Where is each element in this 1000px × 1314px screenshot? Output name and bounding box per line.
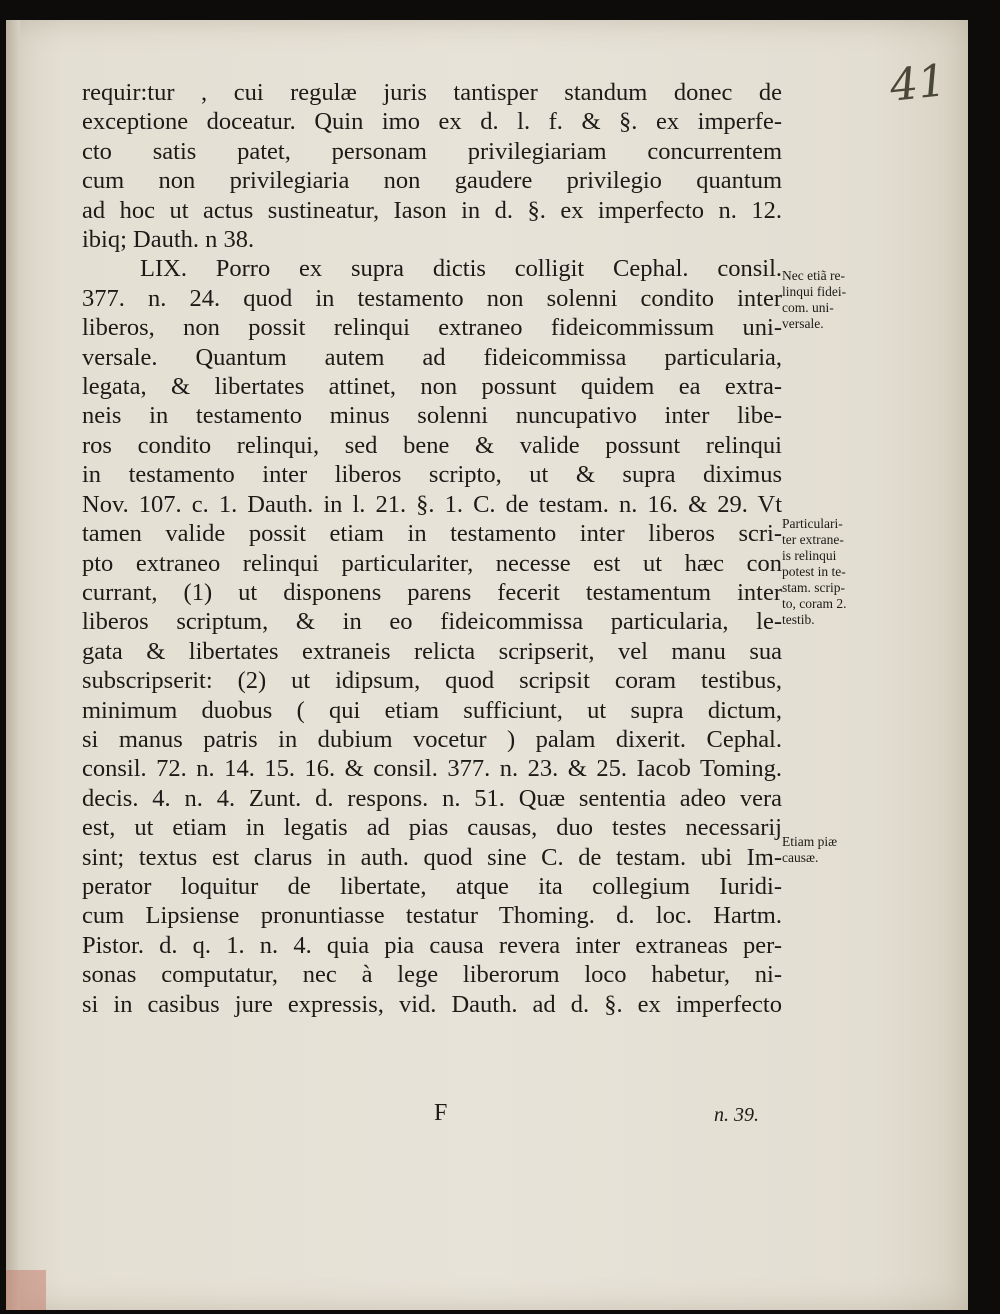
- text-line: sonas computatur, nec à lege liberorum loco habetur, ni-: [82, 961, 782, 989]
- margin-note: [782, 516, 892, 628]
- margin-note: [782, 268, 892, 332]
- text-line: 377. n. 24. quod in testamento non solenni condito inter: [82, 284, 782, 312]
- margin-note-line: potest in te-: [782, 564, 846, 579]
- text-line: Nov. 107. c. 1. Dauth. in l. 21. §. 1. C. de testam. n. 16. & 29. Vt: [82, 490, 782, 518]
- text-line: requir:tur , cui regulæ juris tantisper standum donec de: [82, 79, 782, 106]
- text-line: liberos, non possit relinqui extraneo fideicommissum uni-: [82, 314, 782, 342]
- main-text-block: [82, 78, 782, 1019]
- text-line: pto extraneo relinqui particulariter, necesse est ut hæc con: [82, 549, 782, 577]
- text-line: ros condito relinqui, sed bene & valide possunt relinqui: [82, 431, 782, 459]
- text-line: subscripserit: (2) ut idipsum, quod scripsit coram testibus,: [82, 667, 782, 695]
- margin-note-line: is relinqui: [782, 548, 837, 563]
- text-line: ad hoc ut actus sustineatur, Iason in d. §. ex imperfecto n. 12.: [82, 196, 782, 224]
- book-page: [6, 20, 968, 1310]
- text-line: in testamento inter liberos scripto, ut & supra diximus: [82, 461, 782, 489]
- margin-note: [782, 834, 892, 866]
- text-line: cum Lipsiense pronuntiasse testatur Thoming. d. loc. Hartm.: [82, 902, 782, 930]
- page-binding-edge: [6, 20, 20, 1310]
- margin-note-line: com. uni-: [782, 300, 834, 315]
- text-line: exceptione doceatur. Quin imo ex d. l. f. & §. ex imperfe-: [82, 108, 782, 136]
- margin-note-line: linqui fidei-: [782, 284, 847, 299]
- margin-note-line: Etiam piæ: [782, 834, 838, 849]
- text-line: est, ut etiam in legatis ad pias causas, duo testes necessarij: [82, 814, 782, 842]
- margin-note-line: Nec etiã re-: [782, 268, 845, 283]
- margin-note-line: versale.: [782, 316, 824, 331]
- margin-note-line: causæ.: [782, 850, 819, 865]
- text-line: si manus patris in dubium vocetur ) palam dixerit. Cephal.: [82, 725, 782, 753]
- handwritten-folio-number: 41: [887, 55, 949, 112]
- margin-note-line: Particulari-: [782, 516, 843, 531]
- text-line: gata & libertates extraneis relicta scripserit, vel manu sua: [82, 637, 782, 665]
- margin-note-line: to, coram 2.: [782, 596, 847, 611]
- text-line: cum non privilegiaria non gaudere privilegio quantum: [82, 167, 782, 195]
- text-line: minimum duobus ( qui etiam sufficiunt, ut supra dictum,: [82, 696, 782, 724]
- text-line: versale. Quantum autem ad fideicommissa particularia,: [82, 343, 782, 371]
- text-line: Pistor. d. q. 1. n. 4. quia pia causa revera inter extraneas per-: [82, 931, 782, 959]
- text-line: sint; textus est clarus in auth. quod sine C. de testam. ubi Im-: [82, 843, 782, 871]
- text-line: liberos scriptum, & in eo fideicommissa particularia, le-: [82, 608, 782, 636]
- margin-note-line: testib.: [782, 612, 815, 627]
- catchword: n. 39.: [714, 1104, 759, 1126]
- text-line: cto satis patet, personam privilegiariam concurrentem: [82, 137, 782, 165]
- margin-note-line: ter extrane-: [782, 532, 844, 547]
- margin-note-line: stam. scrip-: [782, 580, 845, 595]
- signature-mark: F: [434, 1100, 448, 1126]
- text-line: perator loquitur de libertate, atque ita collegium Iuridi-: [82, 872, 782, 900]
- text-line: neis in testamento minus solenni nuncupativo inter libe-: [82, 402, 782, 430]
- text-line: consil. 72. n. 14. 15. 16. & consil. 377. n. 23. & 25. Iacob Toming.: [82, 755, 782, 783]
- section-heading-line: LIX. Porro ex supra dictis colligit Cephal. consil.: [140, 255, 782, 283]
- page-corner-stain: [6, 1270, 46, 1310]
- text-line: tamen valide possit etiam in testamento inter liberos scri-: [82, 520, 782, 548]
- text-line: legata, & libertates attinet, non possunt quidem ea extra-: [82, 373, 782, 401]
- text-line: ibiq; Dauth. n 38.: [82, 226, 255, 254]
- text-line: currant, (1) ut disponens parens fecerit testamentum inter: [82, 578, 782, 606]
- text-line: si in casibus jure expressis, vid. Dauth. ad d. §. ex imperfecto: [82, 990, 782, 1018]
- text-line: decis. 4. n. 4. Zunt. d. respons. n. 51. Quæ sententia adeo vera: [82, 784, 782, 812]
